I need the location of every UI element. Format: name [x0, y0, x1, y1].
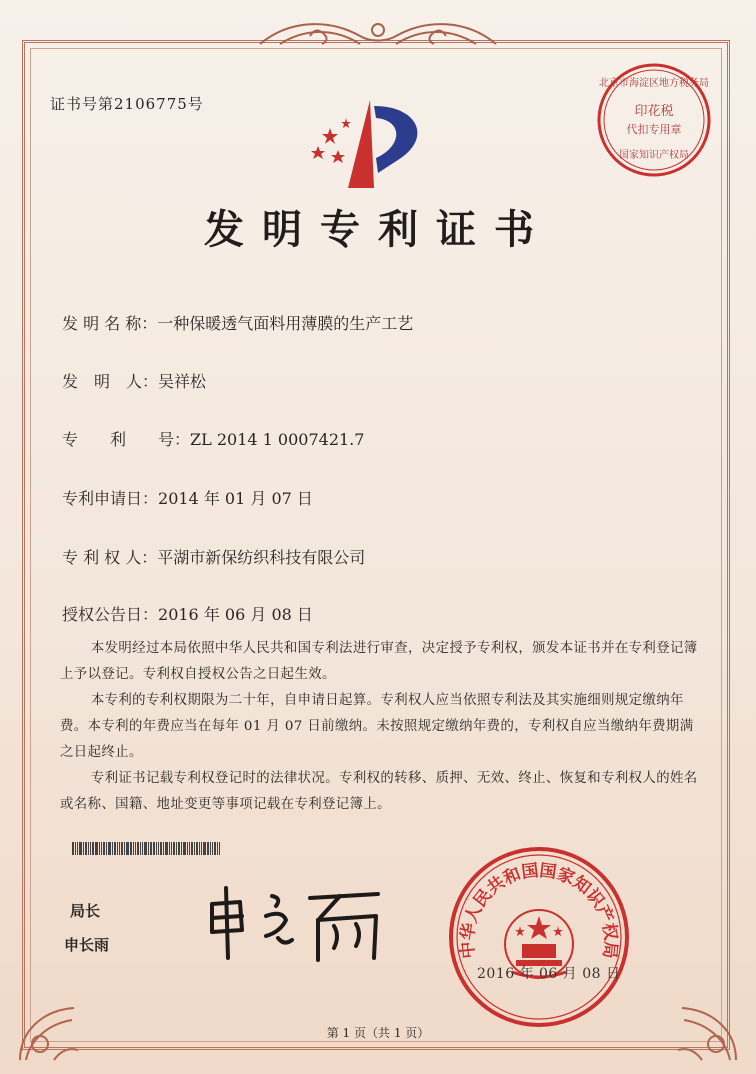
barcode-bar: [217, 842, 218, 855]
barcode-bar: [148, 842, 149, 855]
top-ornament: [250, 14, 506, 56]
barcode-bar: [153, 842, 155, 855]
barcode-bar: [140, 842, 141, 855]
barcode-bar: [142, 842, 143, 855]
barcode: [72, 842, 262, 855]
inventor-label: 发 明 人：: [62, 372, 159, 391]
invention-name-row: [62, 311, 413, 334]
tax-stamp-seal: [594, 60, 714, 180]
barcode-bar: [126, 842, 129, 855]
tax-seal-arc-text: 北京市海淀区地方税务局: [599, 78, 709, 89]
filing-date-value: 2014 年 01 月 07 日: [158, 489, 313, 508]
barcode-bar: [187, 842, 188, 855]
barcode-bar: [181, 842, 182, 855]
barcode-bar: [72, 842, 74, 855]
body-paragraph-3: 专利证书记载专利权登记时的法律状况。专利权的转移、质押、无效、终止、恢复和专利权人的姓名或名称、国籍、地址变更等事项记载在专利登记簿上。: [60, 771, 698, 812]
barcode-bar: [85, 842, 87, 855]
inventor-row: [62, 369, 206, 392]
barcode-bar: [95, 842, 98, 855]
barcode-bar: [176, 842, 177, 855]
barcode-bar: [160, 842, 162, 855]
barcode-bar: [83, 842, 84, 855]
barcode-bar: [163, 842, 164, 855]
barcode-bar: [90, 842, 91, 855]
barcode-bar: [165, 842, 168, 855]
barcode-bar: [212, 842, 213, 855]
director-name: 申长雨: [64, 936, 110, 954]
barcode-bar: [106, 842, 107, 855]
barcode-bar: [158, 842, 159, 855]
director-title: 局长: [70, 902, 101, 920]
barcode-bar: [133, 842, 134, 855]
barcode-bar: [108, 842, 111, 855]
patent-number-row: [62, 427, 364, 450]
grant-date-label: 授权公告日：: [62, 605, 159, 624]
patentee-value: 平湖市新保纺织科技有限公司: [157, 548, 366, 567]
barcode-bar: [189, 842, 190, 855]
barcode-bar: [135, 842, 136, 855]
barcode-bar: [210, 842, 211, 855]
barcode-bar: [137, 842, 139, 855]
certificate-title: 发明专利证书: [204, 206, 552, 253]
barcode-bar: [214, 842, 216, 855]
barcode-bar: [88, 842, 89, 855]
big-seal-arc-text: 中华人民共和国国家知识产权局: [457, 860, 621, 960]
filing-date-label: 专利申请日：: [62, 489, 159, 508]
tax-seal-bottom-text: 国家知识产权局: [619, 150, 689, 161]
barcode-bar: [101, 842, 102, 855]
grant-date-row: [62, 602, 313, 625]
director-signature-icon: [200, 868, 400, 968]
invention-name-label: 发 明 名 称：: [62, 314, 158, 333]
barcode-bar: [103, 842, 105, 855]
patent-office-logo-icon: [308, 98, 438, 188]
barcode-bar: [173, 842, 175, 855]
barcode-bar: [119, 842, 120, 855]
body-paragraph-1: 本发明经过本局依照中华人民共和国专利法进行审查，决定授予专利权，颁发本证书并在专利登记簿上予以登记。专利权自授权公告之日起生效。: [60, 641, 698, 682]
barcode-bar: [130, 842, 132, 855]
barcode-bar: [144, 842, 147, 855]
barcode-bar: [99, 842, 100, 855]
barcode-bar: [79, 842, 82, 855]
seal-date: 2016 年 06 月 08 日: [477, 966, 621, 982]
national-ip-office-seal: [446, 844, 632, 1030]
patentee-row: [62, 545, 365, 568]
barcode-bar: [114, 842, 116, 855]
patent-number-label: 专 利 号：: [62, 430, 191, 449]
barcode-bar: [171, 842, 172, 855]
barcode-bar: [201, 842, 202, 855]
barcode-bar: [92, 842, 94, 855]
tax-seal-line2: 代扣专用章: [626, 123, 682, 136]
certificate-body: [60, 636, 700, 818]
inventor-value: 吴祥松: [158, 372, 207, 391]
page-number: 第 1 页（共 1 页）: [326, 1026, 430, 1040]
barcode-bar: [112, 842, 113, 855]
tax-seal-line1: 印花税: [634, 104, 674, 119]
barcode-bar: [194, 842, 195, 855]
patentee-label: 专 利 权 人：: [62, 548, 158, 567]
barcode-bar: [117, 842, 118, 855]
barcode-bar: [169, 842, 170, 855]
barcode-bar: [121, 842, 123, 855]
barcode-bar: [183, 842, 186, 855]
barcode-bar: [199, 842, 200, 855]
certificate-number: 证书号第2106775号: [50, 95, 204, 113]
patent-number-value: ZL 2014 1 0007421.7: [190, 430, 365, 449]
barcode-bar: [178, 842, 180, 855]
filing-date-row: [62, 486, 313, 509]
invention-name-value: 一种保暖透气面料用薄膜的生产工艺: [157, 314, 414, 333]
grant-date-value: 2016 年 06 月 08 日: [158, 605, 313, 624]
body-paragraph-2: 本专利的专利权期限为二十年，自申请日起算。专利权人应当依照专利法及其实施细则规定缴纳年费。本专利的年费应当在每年 01 月 07 日前缴纳。未按照规定缴纳年费的，专利权自应当缴纳年费期满之日起终止。: [60, 693, 694, 760]
barcode-bar: [150, 842, 152, 855]
barcode-bar: [207, 842, 209, 855]
barcode-bar: [156, 842, 157, 855]
barcode-bar: [77, 842, 78, 855]
barcode-bar: [124, 842, 125, 855]
barcode-bar: [203, 842, 206, 855]
barcode-bar: [219, 842, 220, 855]
barcode-bar: [75, 842, 76, 855]
barcode-bar: [191, 842, 193, 855]
barcode-bar: [196, 842, 198, 855]
